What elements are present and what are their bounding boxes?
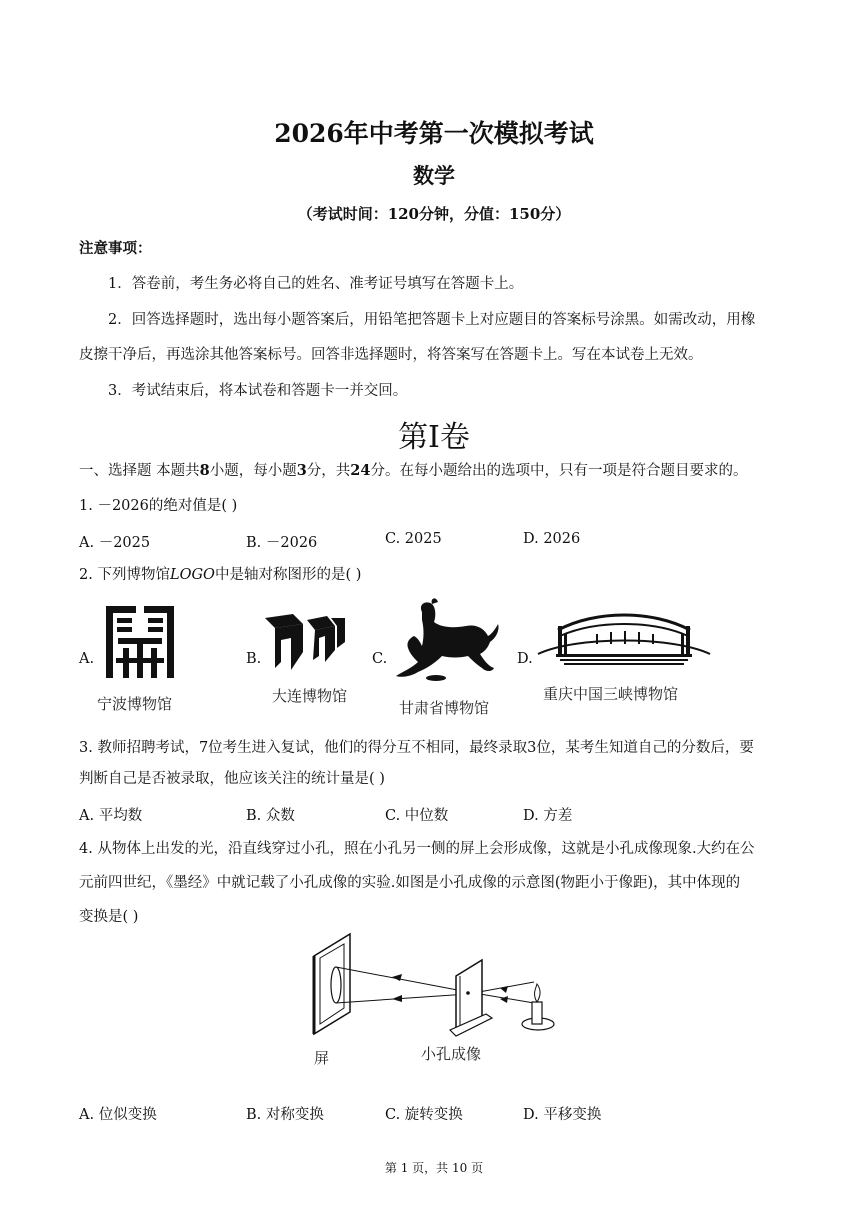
ningbo-museum-logo [102, 600, 178, 680]
logo-caption: 重庆中国三峡博物馆 [543, 685, 679, 703]
option-c: C. 中位数 [385, 808, 449, 824]
notice-item: 3．考试结束后，将本试卷和答题卡一并交回。 [108, 383, 408, 399]
intro-text: 小题，每小题 [209, 463, 297, 479]
question-3-line: 判断自己是否被录取，他应该关注的统计量是( ) [79, 771, 385, 787]
notice-item: 1．答卷前，考生务必将自己的姓名、准考证号填写在答题卡上。 [108, 276, 524, 292]
option-d: D. 平移变换 [523, 1107, 602, 1123]
option-a: A. －2025 [79, 535, 151, 551]
section-title: 第Ⅰ卷 [398, 420, 470, 455]
pinhole-imaging-diagram [300, 932, 562, 1040]
question-1-stem: 1. －2026的绝对值是( ) [79, 498, 238, 514]
option-c: C. 2025 [385, 531, 442, 547]
logo-caption: 甘肃省博物馆 [399, 699, 490, 717]
exam-title: 2026年中考第一次模拟考试 [274, 119, 594, 148]
question-count: 8 [199, 462, 210, 479]
logo-caption: 宁波博物馆 [97, 695, 173, 713]
notice-item-continued: 皮擦干净后，再选涂其他答案标号。回答非选择题时，将答案写在答题卡上。写在本试卷上无效。 [79, 347, 703, 363]
option-c: C. [372, 651, 388, 667]
option-d: D. 2026 [523, 531, 581, 547]
option-a: A. [79, 651, 95, 667]
per-question-score: 3 [296, 462, 307, 479]
option-c: C. 旋转变换 [385, 1107, 463, 1123]
stem-text: 2. 下列博物馆 [79, 567, 170, 583]
intro-text: 分，共 [306, 463, 351, 479]
option-b: B. [246, 651, 262, 667]
intro-text: 分。在每小题给出的选项中，只有一项是符合题目要求的。 [370, 463, 748, 479]
section-intro [79, 461, 747, 481]
logo-caption: 大连博物馆 [272, 687, 348, 705]
option-b: B. 众数 [246, 808, 295, 824]
option-b: B. 对称变换 [246, 1107, 324, 1123]
stem-italic: LOGO [169, 567, 215, 583]
exam-info: （考试时间：120分钟，分值：150分） [297, 205, 571, 223]
figure-caption: 小孔成像 [421, 1045, 482, 1063]
question-4-line: 元前四世纪，《墨经》中就记载了小孔成像的实验.如图是小孔成像的示意图(物距小于像距)，其中体现的 [79, 875, 741, 891]
total-score: 24 [350, 462, 371, 479]
page-footer: 第 1 页，共 10 页 [384, 1161, 484, 1175]
question-3-line: 3. 教师招聘考试，7位考生进入复试，他们的得分互不相同，最终录取3位，某考生知道自己的分数后，要 [79, 740, 754, 756]
stem-text: 中是轴对称图形的是( ) [214, 567, 362, 583]
question-4-line: 4. 从物体上出发的光，沿直线穿过小孔，照在小孔另一侧的屏上会形成像，这就是小孔成像现象.大约在公 [79, 841, 755, 857]
question-4-line: 变换是( ) [79, 909, 139, 925]
question-2-stem [79, 565, 361, 585]
subject-title: 数学 [413, 163, 455, 188]
notice-item: 2．回答选择题时，选出每小题答案后，用铅笔把答题卡上对应题目的答案标号涂黑。如需改动，用橡 [108, 312, 756, 328]
intro-text: 一、选择题 本题共 [79, 463, 200, 479]
option-d: D. [517, 651, 533, 667]
option-b: B. －2026 [246, 535, 318, 551]
option-a: A. 平均数 [79, 808, 143, 824]
option-a: A. 位似变换 [79, 1107, 157, 1123]
option-d: D. 方差 [523, 808, 573, 824]
dalian-museum-logo [263, 612, 347, 676]
gansu-museum-horse-logo [388, 598, 504, 682]
notice-heading: 注意事项： [79, 240, 152, 257]
screen-label: 屏 [314, 1049, 330, 1067]
three-gorges-museum-logo [536, 608, 712, 670]
